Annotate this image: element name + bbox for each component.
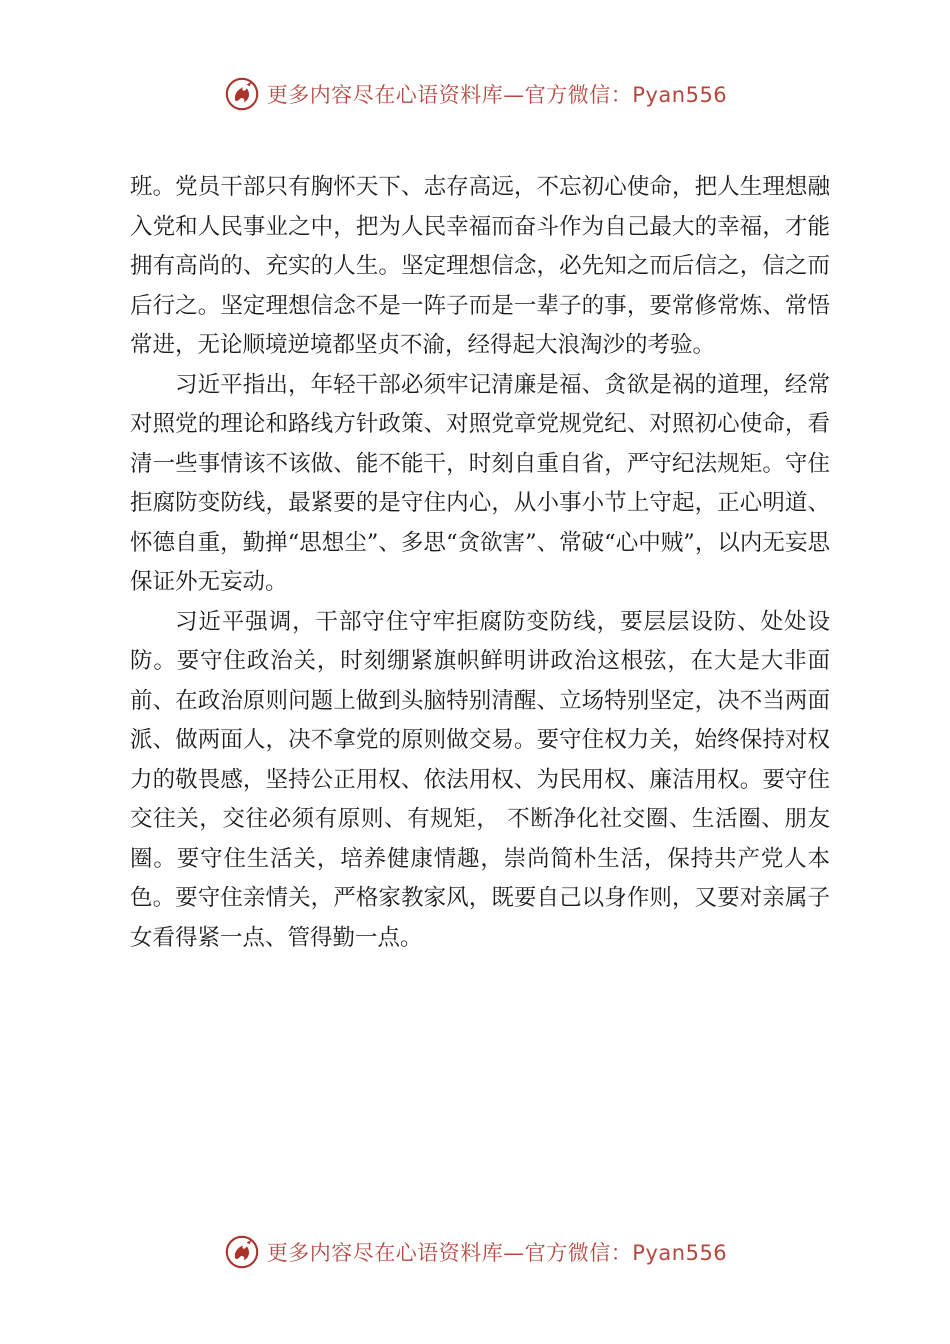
header-banner (0, 72, 950, 116)
flame-logo-icon (223, 75, 261, 113)
paragraph-3: 习近平强调，干部守住守牢拒腐防变防线，要层层设防、处处设防。要守住政治关，时刻绷紧旗帜鲜明讲政治这根弦，在大是大非面前、在政治原则问题上做到头脑特别清醒、立场特别坚定，决不当两面派、做两面人，决不拿党的原则做交易。要守住权力关，始终保持对权力的敬畏感，坚持公正用权、依法用权、为民用权、廉洁用权。要守住交往关，交往必须有原则、有规矩， 不断净化社交圈、生活圈、朋友圈。要守住生活关，培养健康情趣，崇尚简朴生活，保持共产党人本色。要守住亲情关，严格家教家风，既要自己以身作则，又要对亲属子女看得紧一点、管得勤一点。 (130, 608, 830, 951)
footer-banner-text: 更多内容尽在心语资料库—官方微信：Pyan556 (266, 1241, 728, 1265)
footer-banner (0, 1230, 950, 1274)
header-banner-text: 更多内容尽在心语资料库—官方微信：Pyan556 (266, 83, 728, 107)
document-body (130, 168, 830, 958)
paragraph-1: 班。党员干部只有胸怀天下、志存高远，不忘初心使命，把人生理想融入党和人民事业之中，把为人民幸福而奋斗作为自己最大的幸福，才能拥有高尚的、充实的人生。坚定理想信念，必先知之而后信之，信之而后行之。坚定理想信念不是一阵子而是一辈子的事，要常修常炼、常悟常进，无论顺境逆境都坚贞不渝，经得起大浪淘沙的考验。 (130, 174, 830, 358)
paragraph-2: 习近平指出，年轻干部必须牢记清廉是福、贪欲是祸的道理，经常对照党的理论和路线方针政策、对照党章党规党纪、对照初心使命，看清一些事情该不该做、能不能干，时刻自重自省，严守纪法规矩。守住拒腐防变防线，最紧要的是守住内心，从小事小节上守起，正心明道、怀德自重，勤掸“思想尘”、多思“贪欲害”、常破“心中贼”，以内无妄思保证外无妄动。 (130, 371, 830, 595)
flame-logo-icon (223, 1233, 261, 1271)
